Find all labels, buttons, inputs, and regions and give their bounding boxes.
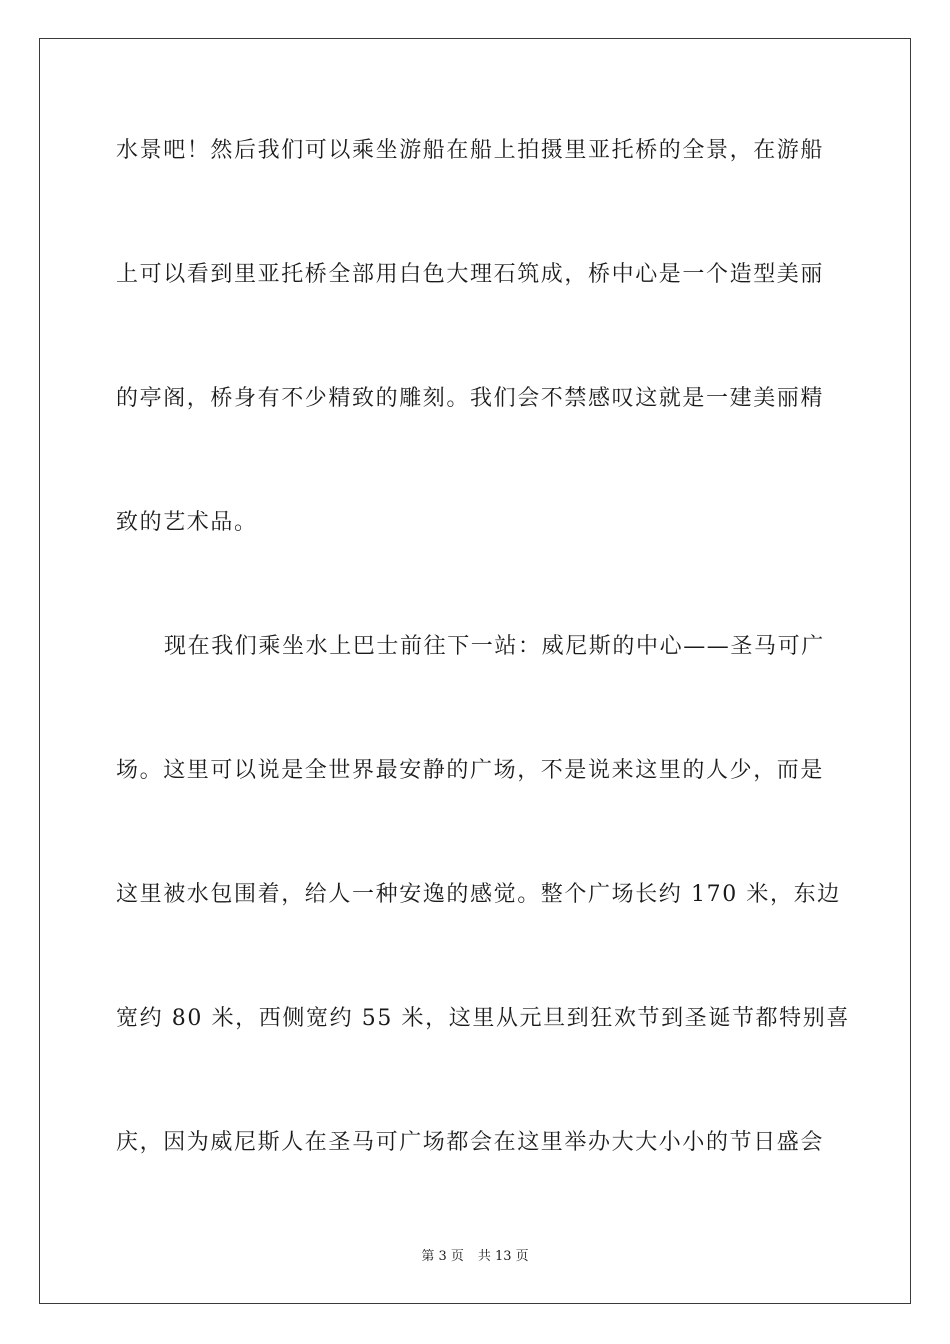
page-total: 共 13 页 <box>477 1249 529 1264</box>
page-footer <box>0 1248 950 1266</box>
text-line: 庆，因为威尼斯人在圣马可广场都会在这里举办大大小小的节日盛会 <box>116 1130 825 1155</box>
page-number: 第 3 页 <box>421 1249 464 1264</box>
page-border <box>39 38 911 1304</box>
text-line: 的亭阁，桥身有不少精致的雕刻。我们会不禁感叹这就是一建美丽精 <box>116 386 825 411</box>
text-line: 上可以看到里亚托桥全部用白色大理石筑成，桥中心是一个造型美丽 <box>116 262 825 287</box>
text-line: 宽约 80 米，西侧宽约 55 米，这里从元旦到狂欢节到圣诞节都特别喜 <box>116 1006 850 1031</box>
text-line: 这里被水包围着，给人一种安逸的感觉。整个广场长约 170 米，东边 <box>116 882 841 907</box>
text-line: 致的艺术品。 <box>116 510 258 535</box>
paragraph-start-line: 现在我们乘坐水上巴士前往下一站：威尼斯的中心——圣马可广 <box>164 634 825 659</box>
text-line: 场。这里可以说是全世界最安静的广场，不是说来这里的人少，而是 <box>116 758 825 783</box>
text-line: 水景吧！然后我们可以乘坐游船在船上拍摄里亚托桥的全景，在游船 <box>116 138 825 163</box>
